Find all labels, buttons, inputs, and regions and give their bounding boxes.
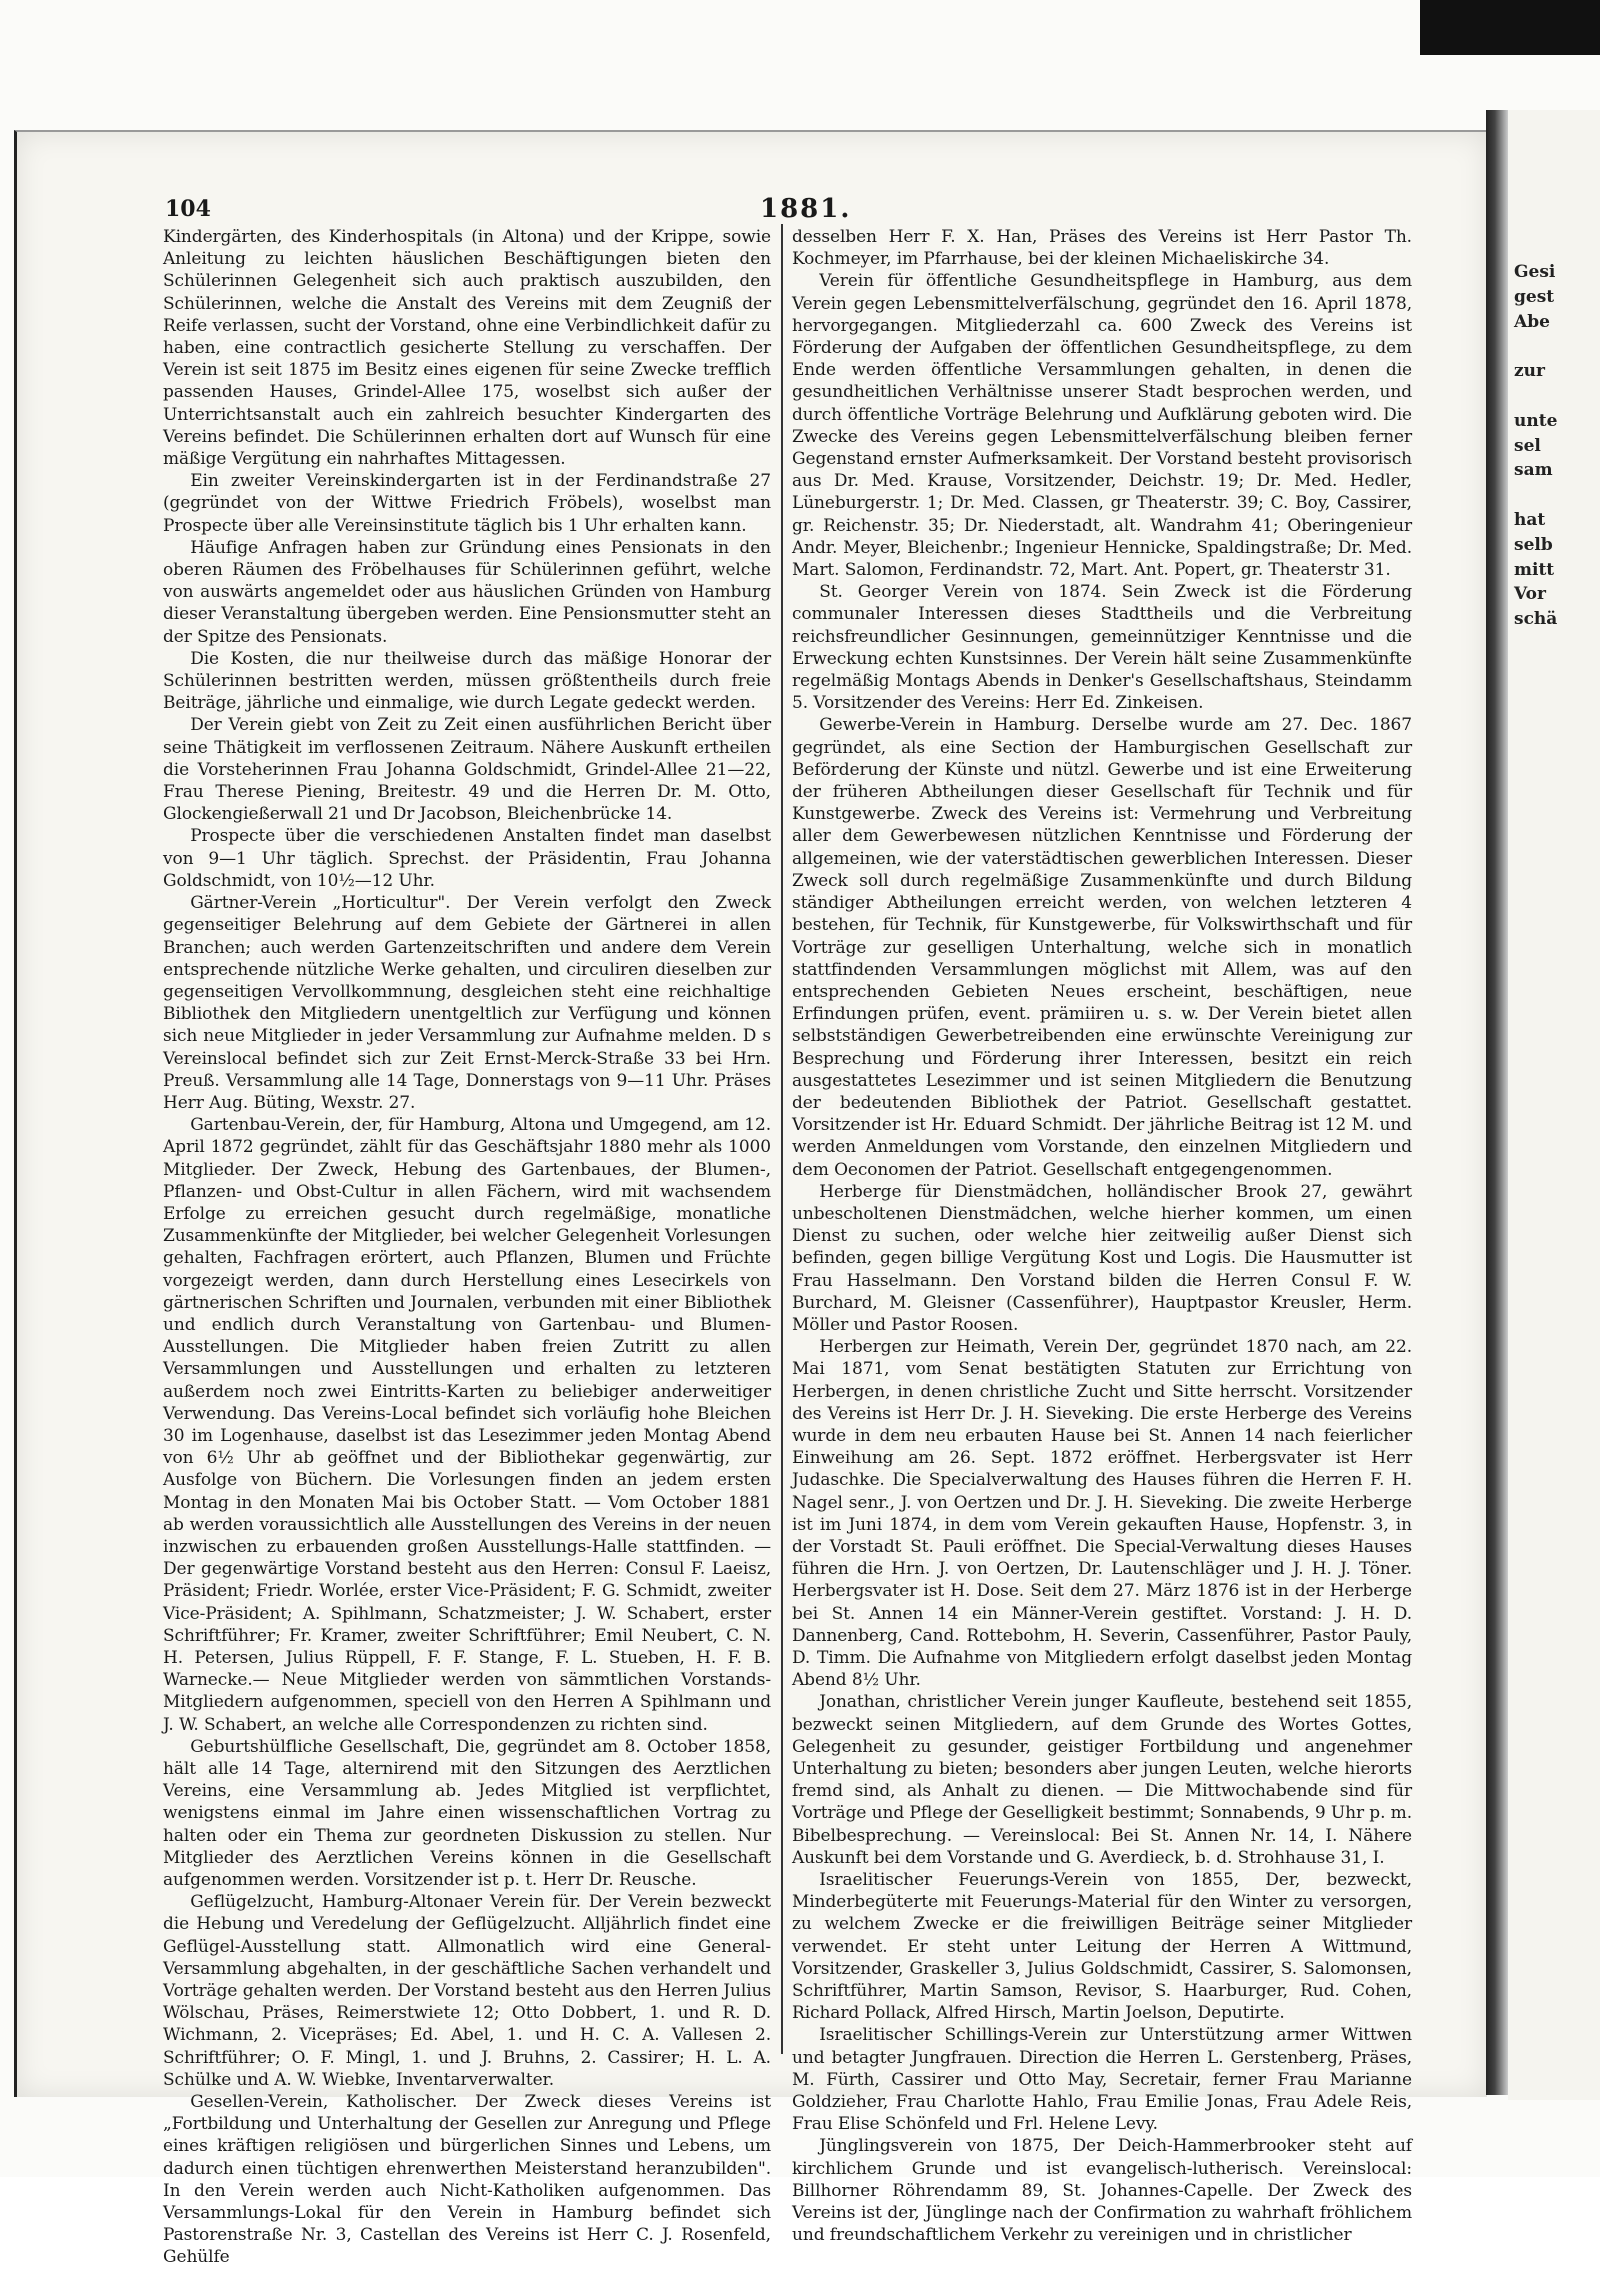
paragraph: Prospecte über die verschiedenen Anstalten findet man daselbst von 9—1 Uhr täglich. Sprechst. der Präsidentin, Frau Johanna Goldschmidt, von 10½—12 Uhr. [163,826,771,891]
next-page-fragment: Vor [1514,584,1546,605]
page-year-heading: 1881. [760,194,852,224]
next-page-fragment: selb [1514,534,1553,555]
paragraph: Die Kosten, die nur theilweise durch das mäßige Honorar der Schülerinnen bestritten werden, müssen größtentheils durch freie Beiträge, jährliche und einmalige, wie durch Legate gedeckt werden. [163,648,771,714]
next-page-fragment [1514,334,1600,359]
paragraph: Israelitischer Feuerungs-Verein von 1855, Der, bezweckt, Minderbegüterte mit Feuerungs-Material für den Winter zu versorgen, zu welchem Zwecke er die freiwilligen Beiträge seiner Mitglieder verwendet. Er steht unter Leitung der Herren A Wittmund, Vorsitzender, Graskeller 3, Julius Goldschmidt, Cassirer, S. Salomonsen, Schriftführer, Martin Samson, Revisor, S. Haarburger, Rud. Cohen, Richard Pollack, Alfred Hirsch, Martin Joelson, Deputirte. [792,1870,1412,2024]
paragraph: Gesellen-Verein, Katholischer. Der Zweck dieses Vereins ist „Fortbildung und Unterhaltung der Gesellen zur Anregung und Pflege eines kräftigen religiösen und bürgerlichen Sinnes und Lebens, um dadurch einen tüchtigen ehrenwerthen Meisterstand heranzubilden". In den Verein werden auch Nicht-Katholiken aufgenommen. Das Versammlungs-Lokal für den Verein in Hamburg befindet sich Pastorenstraße Nr. 3, Castellan des Vereins ist Herr C. J. Rosenfeld, Gehülfe [163,2092,771,2268]
next-page-fragment [1514,483,1600,508]
paragraph: Jünglingsverein von 1875, Der Deich-Hammerbrooker steht auf kirchlichem Grunde und ist evangelisch-lutherisch. Vereinslocal: Billhorner Röhrendamm 89, St. Johannes-Capelle. Der Zweck des Vereins ist der, Jünglinge nach der Confirmation zu wahrhaft fröhlichem und freundschaftlichem Verkehr zu vereinigen und in christlicher [792,2136,1412,2246]
next-page-fragment [1514,632,1600,657]
next-page-fragment: mitt [1514,559,1555,580]
paragraph: Geflügelzucht, Hamburg-Altonaer Verein für. Der Verein bezweckt die Hebung und Veredelung der Geflügelzucht. Alljährlich findet eine Geflügel-Ausstellung statt. Allmonatlich wird eine General-Versammlung abgehalten, in der geschäftliche Sachen verhandelt und Vorträge gehalten werden. Der Vorstand besteht aus den Herren Julius Wölschau, Präses, Reimerstwiete 12; Otto Dobbert, 1. und R. D. Wichmann, 2. Vicepräses; Ed. Abel, 1. und H. C. A. Vallesen 2. Schriftführer; O. F. Mingl, 1. und J. Bruhns, 2. Cassirer; H. L. A. Schülke und A. W. Wiebke, Inventarverwalter. [163,1892,771,2090]
paragraph: Gewerbe-Verein in Hamburg. Derselbe wurde am 27. Dec. 1867 gegründet, als eine Section der Hamburgischen Gesellschaft zur Beförderung der Künste und nützl. Gewerbe und ist eine Erweiterung der früheren Abtheilungen dieser Gesellschaft für Technik und für Kunstgewerbe. Zweck des Vereins ist: Vermehrung und Verbreitung aller dem Gewerbewesen nützlichen Kenntnisse und Förderung der allgemeinen, wie der vaterstädtischen gewerblichen Interessen. Dieser Zweck soll durch regelmäßige Zusammenkünfte und durch Bildung ständiger Abtheilungen erreicht werden, von welchen letzteren 4 bestehen, für Technik, für Kunstgewerbe, für Volkswirthschaft und für Vorträge zur geselligen Unterhaltung, welche sich in monatlich stattfindenden Versammlungen möglichst mit Allem, was auf den entsprechenden Gebieten Neues erscheint, beschäftigen, neue Erfindungen prüfen, event. prämiiren u. s. w. Der Verein bietet allen selbstständigen Gewerbetreibenden eine erwünschte Vereinigung zur Besprechung und Förderung ihrer Interessen, besitzt ein reich ausgestattetes Lesezimmer und ist seinen Mitgliedern die Benutzung der bedeutenden Bibliothek der Patriot. Gesellschaft gestattet. Vorsitzender ist Hr. Eduard Schmidt. Der jährliche Beitrag ist 12 M. und werden Anmeldungen vom Vorstande, den einzelnen Mitgliedern und dem Oeconomen der Patriot. Gesellschaft entgegengenommen. [792,715,1412,1180]
paragraph: Ein zweiter Vereinskindergarten ist in der Ferdinandstraße 27 (gegründet von der Wittwe Friedrich Fröbels), woselbst man Prospecte über alle Vereinsinstitute täglich bis 1 Uhr erhalten kann. [163,471,771,536]
paragraph: Herbergen zur Heimath, Verein Der, gegründet 1870 nach, am 22. Mai 1871, vom Senat bestätigten Statuten zur Errichtung von Herbergen, in denen christliche Zucht und Sitte herrscht. Vorsitzender des Vereins ist Herr Dr. J. H. Sieveking. Die erste Herberge des Vereins wurde in dem neu erbauten Hause bei St. Annen 14 nach feierlicher Einweihung am 26. Sept. 1872 eröffnet. Herbergsvater ist Herr Judaschke. Die Specialverwaltung des Hauses führen die Herren F. H. Nagel senr., J. von Oertzen und Dr. J. H. Sieveking. Die zweite Herberge ist im Juni 1874, in dem vom Verein gekauften Hause, Hopfenstr. 3, in der Vorstadt St. Pauli eröffnet. Die Special-Verwaltung dieses Hauses führen die Hrn. J. von Oertzen, Dr. Lautenschläger und J. H. J. Töner. Herbergsvater ist H. Dose. Seit dem 27. März 1876 ist in der Herberge bei St. Annen 14 ein Männer-Verein gestiftet. Vorstand: J. H. D. Dannenberg, Cand. Rottebohm, H. Severin, Cassenführer, Pastor Pauly, D. Timm. Die Aufnahme von Mitgliedern erfolgt daselbst jeden Montag Abend 8½ Uhr. [792,1337,1412,1691]
paragraph: Häufige Anfragen haben zur Gründung eines Pensionats in den oberen Räumen des Fröbelhauses für Schülerinnen geführt, welche von auswärts angemeldet oder aus häuslichen Gründen von Hamburg dieser Veranstaltung übergeben werden. Eine Pensionsmutter steht an der Spitze des Pensionats. [163,537,771,647]
paragraph: Gärtner-Verein „Horticultur". Der Verein verfolgt den Zweck gegenseitiger Belehrung auf dem Gebiete der Gärtnerei in allen Branchen; auch werden Gartenzeitschriften und andere dem Verein entsprechende nützliche Werke gehalten, und circuliren dieselben zur gegenseitigen Vervollkommnung, desgleichen steht eine reichhaltige Bibliothek den Mitgliedern unentgeltlich zur Verfügung und können sich neue Mitglieder in jeder Versammlung zur Aufnahme melden. D s Vereinslocal befindet sich zur Zeit Ernst-Merck-Straße 33 bei Hrn. Preuß. Versammlung alle 14 Tage, Donnerstags von 9—11 Uhr. Präses Herr Aug. Büting, Wexstr. 27. [163,893,771,1113]
paragraph: Geburtshülfliche Gesellschaft, Die, gegründet am 8. October 1858, hält alle 14 Tage, alternirend mit den Sitzungen des Aerztlichen Vereins, eine Versammlung ab. Jedes Mitglied ist verpflichtet, wenigstens einmal im Jahre einen wissenschaftlichen Vortrag zu halten oder ein Thema zur geordneten Diskussion zu stellen. Nur Mitglieder des Aerztlichen Vereins können in die Gesellschaft aufgenommen werden. Vorsitzender ist p. t. Herr Dr. Reusche. [163,1736,771,1891]
scan-border-shadow [1420,0,1600,55]
book-gutter [1486,110,1508,2095]
next-page-fragment: Abe [1514,311,1550,332]
next-page-fragment: gest [1514,286,1555,307]
next-page-fragment: unte [1514,410,1558,431]
column-rule [781,224,783,2054]
next-page-fragment: schä [1514,609,1558,630]
left-text-column [163,226,771,2268]
next-page-fragment: hat [1514,509,1546,530]
page-number: 104 [165,196,211,222]
right-text-column [792,226,1413,2246]
next-page-fragment: sam [1514,460,1553,481]
paragraph: Herberge für Dienstmädchen, holländischer Brook 27, gewährt unbescholtenen Dienstmädchen, welche hierher kommen, um einen Dienst zu suchen, oder welche hier zeitweilig außer Dienst sich befinden, gegen billige Vergütung Kost und Logis. Die Hausmutter ist Frau Hasselmann. Den Vorstand bilden die Herren Consul F. W. Burchard, M. Gleisner (Cassenführer), Hauptpastor Kreusler, Herm. Möller und Pastor Roosen. [792,1181,1412,1335]
paragraph: Gartenbau-Verein, der, für Hamburg, Altona und Umgegend, am 12. April 1872 gegründet, zählt für das Geschäftsjahr 1880 mehr als 1000 Mitglieder. Der Zweck, Hebung des Gartenbaues, der Blumen-, Pflanzen- und Obst-Cultur in allen Fächern, wird mit wachsendem Erfolge zu erreichen gesucht durch regelmäßige, monatliche Zusammenkünfte der Mitglieder, bei welcher Gelegenheit Vorlesungen gehalten, Fachfragen erörtert, auch Pflanzen, Blumen und Früchte vorgezeigt werden, dann durch Herstellung eines Lesecirkels von gärtnerischen Schriften und Journalen, verbunden mit einer Bibliothek und endlich durch Veranstaltung von Gartenbau- und Blumen-Ausstellungen. Die Mitglieder haben freien Zutritt zu allen Versammlungen und Ausstellungen und erhalten zu letzteren außerdem noch zwei Eintritts-Karten zu beliebiger anderweitiger Verwendung. Das Vereins-Local befindet sich vorläufig hohe Bleichen 30 im Logenhause, daselbst ist das Lesezimmer jeden Montag Abend von 6½ Uhr ab geöffnet und der Bibliothekar gegenwärtig, zur Ausfolge von Büchern. Die Vorlesungen finden an jedem ersten Montag in den Monaten Mai bis October Statt. — Vom October 1881 ab werden voraussichtlich alle Ausstellungen des Vereins in der neuen inzwischen zu erbauenden großen Ausstellungs-Halle stattfinden. — Der gegenwärtige Vorstand besteht aus den Herren: Consul F. Laeisz, Präsident; Friedr. Worlée, erster Vice-Präsident; F. G. Schmidt, zweiter Vice-Präsident; A. Spihlmann, Schatzmeister; J. W. Schabert, erster Schriftführer; Fr. Kramer, zweiter Schriftführer; Emil Neubert, C. N. H. Petersen, Julius Rüppell, F. F. Stange, F. L. Stueben, H. F. B. Warnecke.— Neue Mitglieder werden von sämmtlichen Vorstands-Mitgliedern aufgenommen, speciell von den Herren A Spihlmann und J. W. Schabert, an welche alle Correspondenzen zu richten sind. [163,1115,771,1735]
paragraph: Der Verein giebt von Zeit zu Zeit einen ausführlichen Bericht über seine Thätigkeit im verflossenen Zeitraum. Nähere Auskunft ertheilen die Vorsteherinnen Frau Johanna Goldschmidt, Grindel-Allee 21—22, Frau Therese Piening, Breitestr. 49 und die Herren Dr. M. Otto, Glockengießerwall 21 und Dr Jacobson, Bleichenbrücke 14. [163,715,771,825]
next-page-fragment: zur [1514,361,1545,382]
next-page-fragment: Gesi [1514,262,1556,282]
paragraph: Israelitischer Schillings-Verein zur Unterstützung armer Wittwen und betagter Jungfrauen. Direction die Herren L. Gerstenberg, Präses, M. Fürth, Cassirer und Otto May, Secretair, ferner Frau Marianne Goldzieher, Frau Charlotte Hahlo, Frau Emilie Jonas, Frau Adele Reis, Frau Elise Schönfeld und Frl. Helene Levy. [792,2025,1412,2135]
next-page-fragment: sel [1514,435,1541,456]
paragraph: desselben Herr F. X. Han, Präses des Vereins ist Herr Pastor Th. Kochmeyer, im Pfarrhause, bei der kleinen Michaeliskirche 34. [792,227,1412,270]
paragraph: St. Georger Verein von 1874. Sein Zweck ist die Förderung communaler Interessen dieses Stadttheils und die Verbreitung reichsfreundlicher Gesinnungen, gemeinnütziger Kenntnisse und die Erweckung echten Kunstsinnes. Der Verein hält seine Zusammenkünfte regelmäßig Montags Abends in Denker's Gesellschaftshaus, Steindamm 5. Vorsitzender des Vereins: Herr Ed. Zinkeisen. [792,582,1412,714]
paragraph: Verein für öffentliche Gesundheitspflege in Hamburg, aus dem Verein gegen Lebensmittelverfälschung, gegründet den 16. April 1878, hervorgegangen. Mitgliederzahl ca. 600 Zweck des Vereins ist Förderung der Aufgaben der öffentlichen Gesundheitspflege, zu dem Ende werden öffentliche Versammlungen gehalten, in denen die gesundheitlichen Verhältnisse unserer Stadt besprochen werden, und durch öffentliche Vorträge Belehrung und Aufklärung geboten wird. Die Zwecke des Vereins gegen Lebensmittelverfälschung bleiben ferner Gegenstand ernster Aufmerksamkeit. Der Vorstand besteht provisorisch aus Dr. Med. Krause, Vorsitzender, Deichstr. 19; Dr. Med. Hedler, Lüneburgerstr. 1; Dr. Med. Classen, gr Theaterstr. 39; C. Boy, Cassirer, gr. Reichenstr. 35; Dr. Niederstadt, alt. Wandrahm 41; Oberingenieur Andr. Meyer, Bleichenbr.; Ingenieur Hennicke, Spaldingstraße; Dr. Med. Mart. Salomon, Ferdinandstr. 72, Mart. Ant. Popert, gr. Theaterstr 31. [792,271,1412,581]
paragraph: Kindergärten, des Kinderhospitals (in Altona) und der Krippe, sowie Anleitung zu leichten häuslichen Beschäftigungen bieten den Schülerinnen Gelegenheit sich auch praktisch auszubilden, den Schülerinnen, welche die Anstalt des Vereins mit dem Zeugniß der Reife verlassen, sucht der Vorstand, ohne eine Verbindlichkeit dafür zu haben, eine contractlich gesicherte Stellung zu verschaffen. Der Verein ist seit 1875 im Besitz eines eigenen für seine Zwecke trefflich passenden Hauses, Grindel-Allee 175, woselbst sich außer der Unterrichtsanstalt auch ein zahlreich besuchter Kindergarten des Vereins befindet. Die Schülerinnen erhalten dort auf Wunsch für eine mäßige Vergütung ein nahrhaftes Mittagessen. [163,227,771,470]
next-page-fragment [1514,384,1600,409]
next-page-edge [1508,110,1600,2100]
paragraph: Jonathan, christlicher Verein junger Kaufleute, bestehend seit 1855, bezweckt seinen Mitgliedern, auf dem Grunde des Wortes Gottes, Gelegenheit zu gesunder, geistiger Fortbildung und angenehmer Unterhaltung zu bieten; besonders aber jungen Leuten, welche hierorts fremd sind, als Anhalt zu dienen. — Die Mittwochabende sind für Vorträge und Pflege der Geselligkeit bestimmt; Sonnabends, 9 Uhr p. m. Bibelbesprechung. — Vereinslocal: Bei St. Annen Nr. 14, I. Nähere Auskunft bei dem Vorstande und G. Averdieck, b. d. Strohhause 31, I. [792,1692,1413,1868]
